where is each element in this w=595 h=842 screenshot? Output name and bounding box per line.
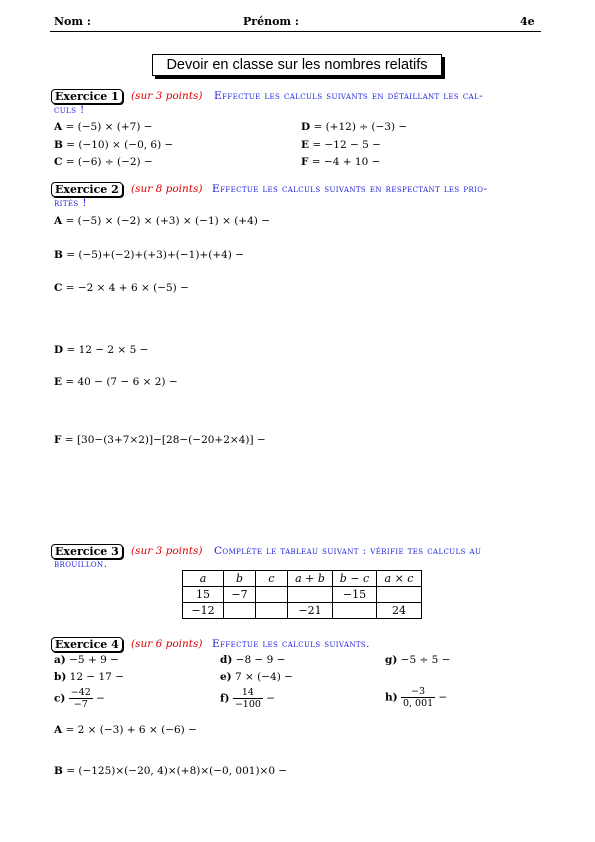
ex1-item-f: F = −4 + 10 − — [301, 156, 381, 168]
nom-label: Nom : — [54, 15, 91, 28]
ex4-item-f: f) $\frac{14}{-100}$ − — [220, 687, 276, 710]
ex2-item-b: B = (−5)+(−2)+(+3)+(−1)+(+4) − — [54, 249, 245, 261]
ex2-item-e: E = 40 − (7 − 6 × 2) − — [54, 376, 178, 388]
ex4-item-e: e) 7 × (−4) − — [220, 671, 293, 683]
exercise-2-instruction-cont: rités ! — [54, 197, 87, 209]
ex4-item-g: g) −5 ÷ 5 − — [385, 654, 451, 666]
table-cell — [224, 603, 256, 619]
page-title: Devoir en classe sur les nombres relatifs — [152, 54, 442, 76]
ex1-item-b: B = (−10) × (−0, 6) − — [54, 139, 174, 151]
table-header-cell: b — [224, 571, 256, 587]
table-header-cell: a × c — [377, 571, 422, 587]
table-cell: −7 — [224, 587, 256, 603]
ex4-expression-b: B = (−125)×(−20, 4)×(+8)×(−0, 001)×0 − — [54, 765, 288, 777]
exercise-2-points: (sur 8 points) — [131, 183, 203, 195]
prenom-label: Prénom : — [243, 15, 299, 28]
ex4-expression-a: A = 2 × (−3) + 6 × (−6) − — [54, 724, 197, 736]
exercise-2-instruction: Effectue les calculs suivants en respectant les prio- — [212, 183, 488, 195]
table-header-cell: a + b — [288, 571, 333, 587]
exercise-3-instruction-cont: brouillon. — [54, 558, 108, 570]
table-cell: −12 — [183, 603, 224, 619]
exercise-4-instruction: Effectue les calculs suivants. — [212, 638, 370, 650]
header-rule — [50, 31, 541, 32]
ex4-item-a: a) −5 + 9 − — [54, 654, 119, 666]
values-table — [182, 570, 422, 619]
exercise-4-points: (sur 6 points) — [131, 638, 203, 650]
ex2-item-f: F = [30−(3+7×2)]−[28−(−20+2×4)] − — [54, 434, 266, 446]
exercise-3-instruction: Complète le tableau suivant : vérifie tes calculs au — [214, 545, 482, 557]
table-cell: −21 — [288, 603, 333, 619]
ex4-item-c: c) $\frac{-42}{-7}$ − — [54, 687, 105, 710]
table-header-cell: b − c — [333, 571, 377, 587]
table-cell — [333, 603, 377, 619]
table-cell: −15 — [333, 587, 377, 603]
ex2-item-d: D = 12 − 2 × 5 − — [54, 344, 149, 356]
table-cell: 24 — [377, 603, 422, 619]
table-cell — [377, 587, 422, 603]
ex2-item-a: A = (−5) × (−2) × (+3) × (−1) × (+4) − — [54, 215, 271, 227]
table-header-row — [183, 571, 422, 587]
ex2-item-c: C = −2 × 4 + 6 × (−5) − — [54, 282, 189, 294]
ex4-item-h: h) $\frac{-3}{0, 001}$ − — [385, 686, 448, 709]
ex4-item-b: b) 12 − 17 − — [54, 671, 124, 683]
table-header-cell: a — [183, 571, 224, 587]
ex1-item-a: A = (−5) × (+7) − — [54, 121, 153, 133]
exercise-2-label: Exercice 2 — [51, 182, 123, 197]
table-header-cell: c — [256, 571, 288, 587]
exercise-3-points: (sur 3 points) — [131, 545, 203, 557]
class-label: 4e — [520, 15, 535, 28]
exercise-1-instruction: Effectue les calculs suivants en détaillant les cal- — [214, 90, 484, 102]
table-cell — [256, 587, 288, 603]
ex1-item-c: C = (−6) ÷ (−2) − — [54, 156, 153, 168]
ex1-item-d: D = (+12) ÷ (−3) − — [301, 121, 408, 133]
ex1-item-e: E = −12 − 5 − — [301, 139, 381, 151]
table-cell: 15 — [183, 587, 224, 603]
ex4-item-d: d) −8 − 9 − — [220, 654, 286, 666]
exercise-3-label: Exercice 3 — [51, 544, 123, 559]
table-row — [183, 603, 422, 619]
table-cell — [288, 587, 333, 603]
exercise-4-label: Exercice 4 — [51, 637, 123, 652]
table-row — [183, 587, 422, 603]
exercise-1-points: (sur 3 points) — [131, 90, 203, 102]
exercise-1-instruction-cont: culs ! — [54, 104, 85, 116]
table-cell — [256, 603, 288, 619]
exercise-1-label: Exercice 1 — [51, 89, 123, 104]
